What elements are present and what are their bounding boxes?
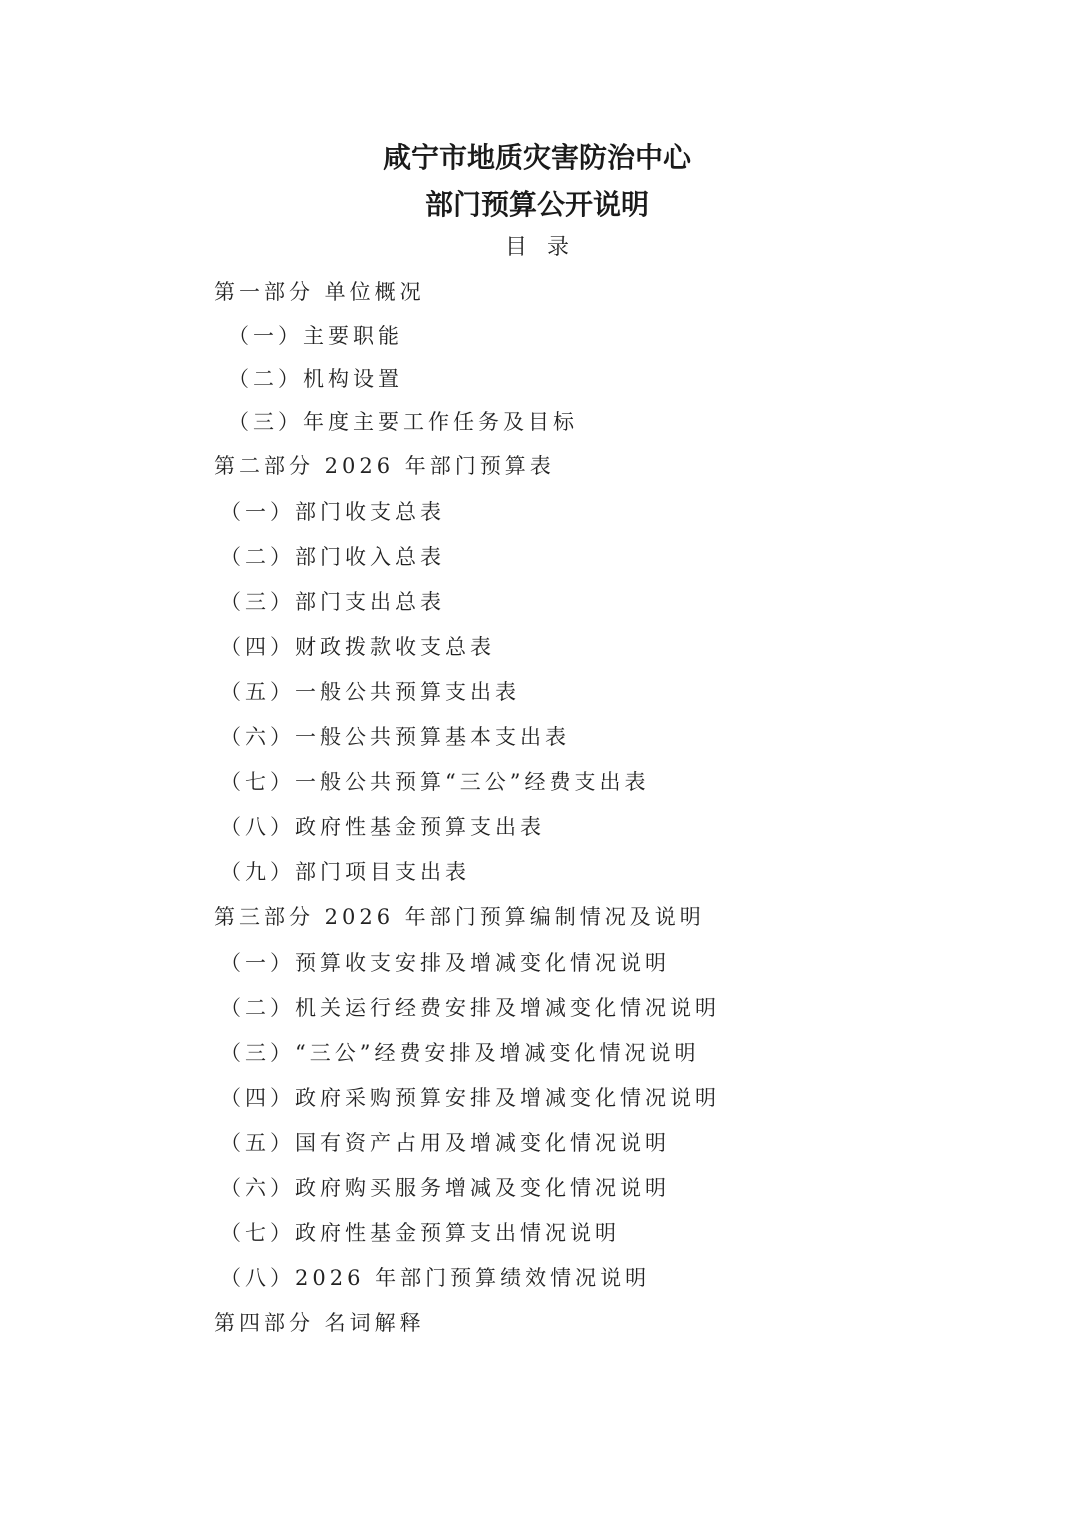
- toc-item: （七）政府性基金预算支出情况说明: [220, 1221, 620, 1245]
- toc-item: （五）一般公共预算支出表: [220, 680, 520, 704]
- toc-item: （七）一般公共预算“三公”经费支出表: [220, 770, 650, 794]
- document-subtitle: 部门预算公开说明: [424, 188, 649, 221]
- toc-item: （一）部门收支总表: [220, 500, 445, 524]
- toc-part-heading: 第三部分 2026 年部门预算编制情况及说明: [214, 905, 705, 929]
- toc-item: （二）机关运行经费安排及增减变化情况说明: [220, 996, 720, 1020]
- toc-item: （二）机构设置: [228, 367, 403, 391]
- toc-item: （六）政府购买服务增减及变化情况说明: [220, 1176, 670, 1200]
- toc-item: （四）政府采购预算安排及增减变化情况说明: [220, 1086, 720, 1110]
- toc-part-heading: 第一部分 单位概况: [214, 280, 425, 304]
- toc-item: （八）政府性基金预算支出表: [220, 815, 545, 839]
- toc-item: （一）主要职能: [228, 324, 403, 348]
- toc-part-heading: 第四部分 名词解释: [214, 1311, 425, 1335]
- toc-item: （一）预算收支安排及增减变化情况说明: [220, 951, 670, 975]
- toc-item: （八）2026 年部门预算绩效情况说明: [220, 1266, 651, 1290]
- toc-part-heading: 第二部分 2026 年部门预算表: [214, 454, 555, 478]
- toc-item: （三）部门支出总表: [220, 590, 445, 614]
- toc-item: （五）国有资产占用及增减变化情况说明: [220, 1131, 670, 1155]
- toc-item: （三）“三公”经费安排及增减变化情况说明: [220, 1041, 700, 1065]
- toc-item: （六）一般公共预算基本支出表: [220, 725, 570, 749]
- toc-heading: 目录: [504, 235, 589, 260]
- toc-item: （二）部门收入总表: [220, 545, 445, 569]
- toc-item: （四）财政拨款收支总表: [220, 635, 495, 659]
- toc-item: （九）部门项目支出表: [220, 860, 470, 884]
- toc-item: （三）年度主要工作任务及目标: [228, 410, 578, 434]
- document-title: 咸宁市地质灾害防治中心: [382, 141, 691, 174]
